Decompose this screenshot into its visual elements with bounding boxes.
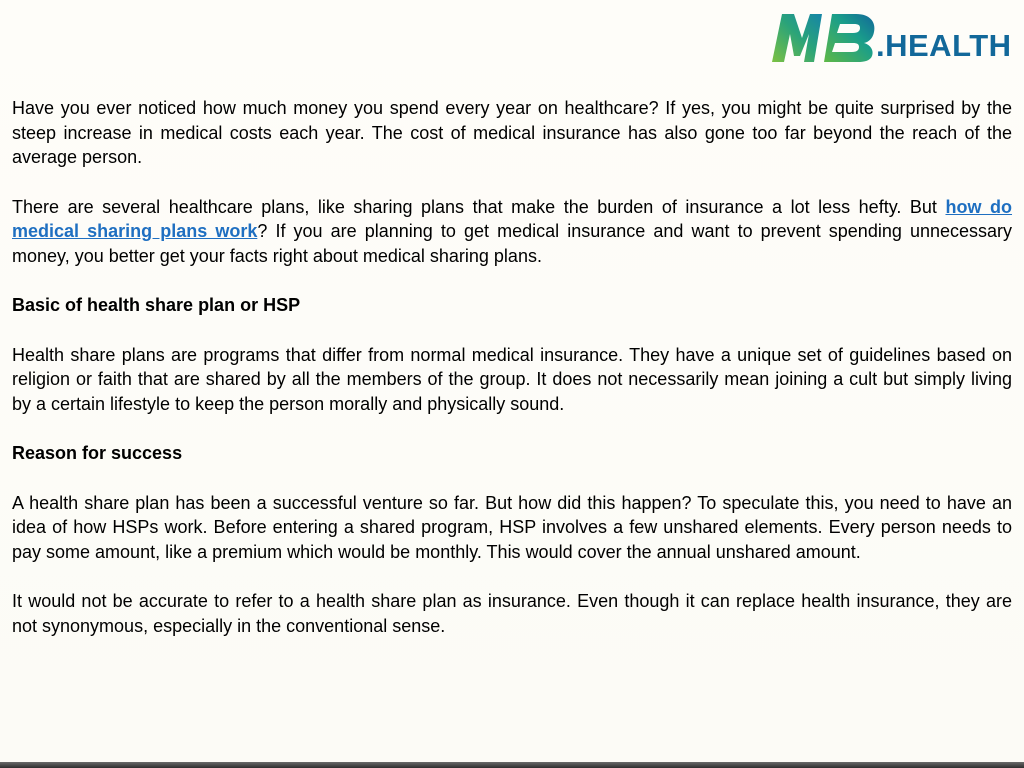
hsp-description-paragraph: Health share plans are programs that differ from normal medical insurance. They have a unique set of guidelines based on religion or faith that are shared by all the members of the group. It does not necessarily mean joining a cult but simply living by a certain lifestyle to keep the person morally and physically sound.: [12, 344, 1012, 414]
success-paragraph: A health share plan has been a successful venture so far. But how did this happen? To speculate this, you need to have an idea of how HSPs work. Before entering a shared program, HSP involves a few unshared elements. Every person needs to pay some amount, like a premium which would be monthly. This would cover the annual unshared amount.: [12, 492, 1012, 562]
paragraph-text-before-link: There are several healthcare plans, like sharing plans that make the burden of insurance a lot less hefty. But: [12, 196, 946, 217]
section-heading-reason-for-success: Reason for success: [12, 443, 183, 463]
intro-paragraph: Have you ever noticed how much money you spend every year on healthcare? If yes, you might be quite surprised by the steep increase in medical costs each year. The cost of medical insurance has also gone too far beyond the reach of the average person.: [12, 98, 1012, 167]
paragraph-text-after-link: ? If you are planning to get medical insurance and want to prevent spending unnecessary money, you better get your facts right about medical sharing plans.: [12, 221, 1012, 266]
sharing-plans-paragraph: [12, 195, 1012, 269]
logo-text: .HEALTH: [876, 28, 1012, 63]
bottom-border: [0, 762, 1024, 768]
mp-health-logo: [772, 12, 1012, 66]
section-heading-basic-hsp: Basic of health share plan or HSP: [12, 295, 301, 315]
insurance-comparison-paragraph: It would not be accurate to refer to a health share plan as insurance. Even though it can replace health insurance, they are not synonymous, especially in the conventional sense.: [12, 591, 1012, 636]
medical-sharing-plans-link[interactable]: how do medical sharing plans work: [12, 196, 1013, 241]
article-body: [12, 96, 1012, 663]
